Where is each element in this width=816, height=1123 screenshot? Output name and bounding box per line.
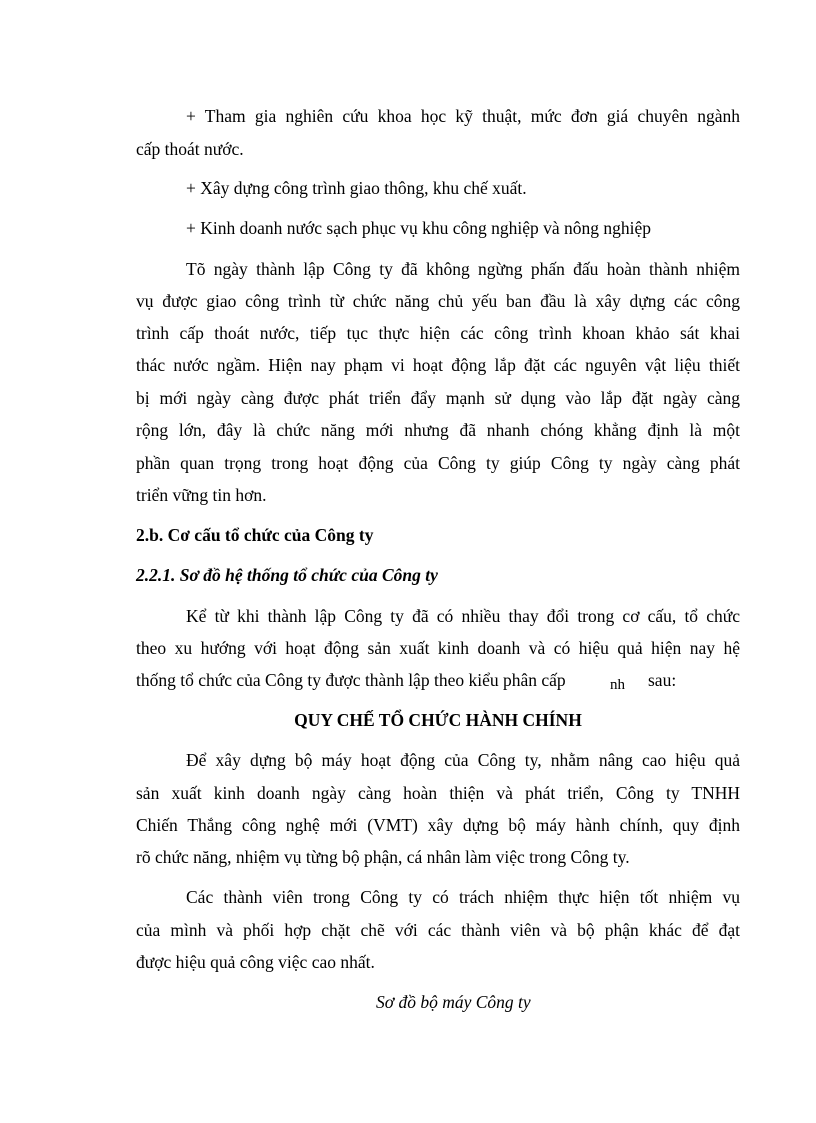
para4-line1: Các thành viên trong Công ty có trách nhiệm thực hiện tốt nhiệm vụ — [186, 887, 740, 907]
para2-line1: Kể từ khi thành lập Công ty đã có nhiều thay đổi trong cơ cấu, tổ chức — [186, 606, 740, 626]
para3-line3: Chiến Thắng công nghệ mới (VMT) xây dựng bộ máy hành chính, quy định — [136, 815, 740, 835]
para2-tail: sau: — [648, 670, 677, 690]
heading-2b: 2.b. Cơ cấu tổ chức của Công ty — [136, 525, 374, 545]
para2-line3 — [136, 668, 740, 692]
heading-221: 2.2.1. Sơ đồ hệ thống tổ chức của Công ty — [136, 565, 438, 585]
para1-line2: vụ được giao công trình từ chức năng chủ yếu ban đầu là xây dựng các công — [136, 291, 740, 311]
para2-line3-text: thống tổ chức của Công ty được thành lập theo kiểu phân cấp — [136, 670, 566, 690]
regulation-title: QUY CHẾ TỔ CHỨC HÀNH CHÍNH — [294, 710, 582, 730]
para1-line1: Tõ ngày thành lập Công ty đã không ngừng phấn đấu hoàn thành nhiệm — [186, 259, 740, 279]
list-item-water-business: + Kinh doanh nước sạch phục vụ khu công nghiệp và nông nghiệp — [186, 218, 652, 238]
para3-line1: Để xây dựng bộ máy hoạt động của Công ty, nhằm nâng cao hiệu quả — [186, 750, 740, 770]
para1-line6: rộng lớn, đây là chức năng mới nhưng đã nhanh chóng khẳng định là một — [136, 420, 740, 440]
list-item-research-line1: + Tham gia nghiên cứu khoa học kỹ thuật, mức đơn giá chuyên ngành — [186, 106, 740, 126]
para1-line4: thác nước ngầm. Hiện nay phạm vi hoạt động lắp đặt các nguyên vật liệu thiết — [136, 355, 740, 375]
para1-line5: bị mới ngày càng được phát triển đẩy mạnh sử dụng vào lắp đặt ngày càng — [136, 388, 740, 408]
list-item-construction: + Xây dựng công trình giao thông, khu chế xuất. — [186, 178, 527, 198]
para4-line2: của mình và phối hợp chặt chẽ với các thành viên và bộ phận khác để đạt — [136, 920, 740, 940]
para4-line3: được hiệu quả công việc cao nhất. — [136, 952, 375, 972]
para3-line2: sản xuất kinh doanh ngày càng hoàn thiện và phát triển, Công ty TNHH — [136, 783, 740, 803]
list-item-research-line2: cấp thoát nước. — [136, 139, 244, 159]
para1-line8: triển vững tin hơn. — [136, 485, 267, 505]
para3-line4: rõ chức năng, nhiệm vụ từng bộ phận, cá nhân làm việc trong Công ty. — [136, 847, 630, 867]
para1-line7: phần quan trọng trong hoạt động của Công ty giúp Công ty ngày càng phát — [136, 453, 740, 473]
para2-line2: theo xu hướng với hoạt động sản xuất kinh doanh và có hiệu quả hiện nay hệ — [136, 638, 740, 658]
diagram-caption: Sơ đồ bộ máy Công ty — [376, 992, 531, 1012]
para2-subscript: nh — [610, 677, 625, 693]
para1-line3: trình cấp thoát nước, tiếp tục thực hiện các công trình khoan khảo sát khai — [136, 323, 740, 343]
